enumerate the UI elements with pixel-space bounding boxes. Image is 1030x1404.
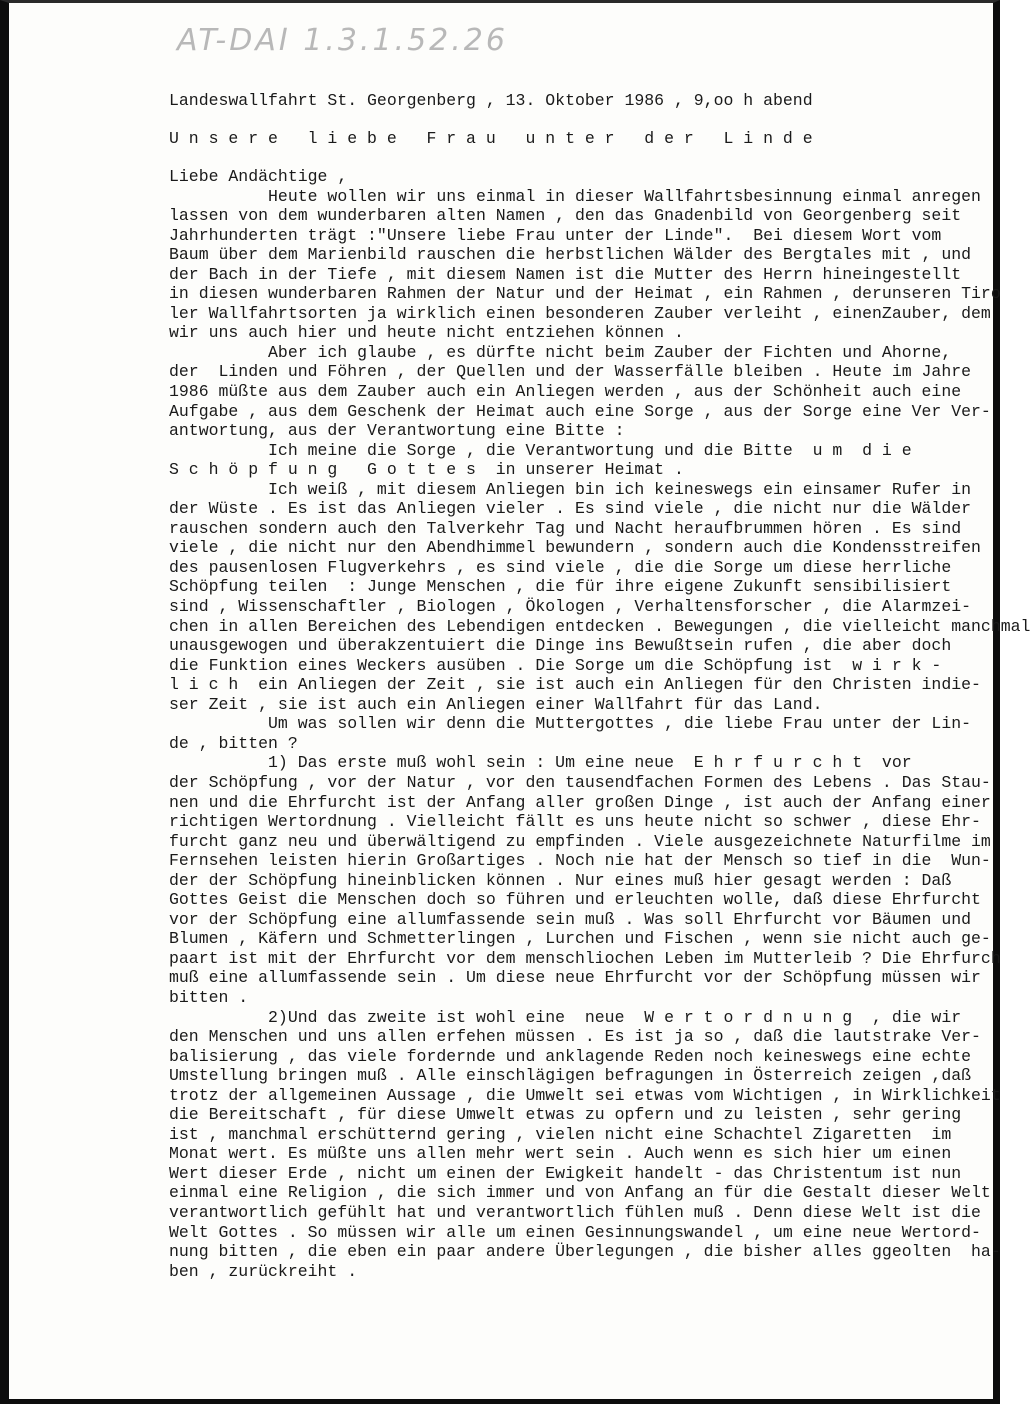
body-text-line: antwortung, aus der Verantwortung eine Bitte : [169,421,625,441]
body-text-line: Um was sollen wir denn die Muttergottes , die liebe Frau unter der Lin- [169,714,972,734]
body-text-line: S c h ö p f u n g G o t t e s in unserer Heimat . [169,460,684,480]
body-text-line: des pausenlosen Flugverkehrs , es sind viele , die die Sorge um diese herrliche [169,557,952,577]
body-text-line: ben , zurückreiht . [169,1261,358,1281]
body-text-line: l i c h ein Anliegen der Zeit , sie ist auch ein Anliegen für den Christen indie- [169,675,981,695]
body-text-line: bitten . [169,987,249,1007]
body-text-line: die Bereitschaft , für diese Umwelt etwas zu opfern und zu leisten , sehr gering [169,1105,962,1125]
body-text-line: nung bitten , die eben ein paar andere Überlegungen , die bisher alles ggeolten ha- [169,1242,1001,1262]
body-text-line: ler Wallfahrtsorten ja wirklich einen besonderen Zauber verleiht , einenZauber, dem [169,303,991,323]
body-text-line: den Menschen und uns allen erfehen müssen . Es ist ja so , daß die lautstrake Ver- [169,1027,981,1047]
body-text-line: der Schöpfung , vor der Natur , vor den tausendfachen Formen des Lebens . Das Stau- [169,772,991,792]
body-text-line: ser Zeit , sie ist auch ein Anliegen einer Wallfahrt für das Land. [169,694,823,714]
body-text-line: de , bitten ? [169,733,298,753]
body-text-line: einmal eine Religion , die sich immer und von Anfang an für die Gestalt dieser Welt [169,1183,991,1203]
body-text-line: wir uns auch hier und heute nicht entziehen können . [169,323,684,343]
body-text-line: Fernsehen leisten hierin Großartiges . Noch nie hat der Mensch so tief in die Wun- [169,851,991,871]
body-text-line: paart ist mit der Ehrfurcht vor dem menschliochen Leben im Mutterleib ? Die Ehrfurch [169,948,1001,968]
body-text-line: in diesen wunderbaren Rahmen der Natur und der Heimat , ein Rahmen , derunseren Tiro [169,284,1001,304]
body-text-line: Aufgabe , aus dem Geschenk der Heimat auch eine Sorge , aus der Sorge eine Ver Ver- [169,401,991,421]
body-text-line: die Funktion eines Weckers ausüben . Die Sorge um die Schöpfung ist w i r k - [169,655,942,675]
body-text-line: der der Schöpfung hineinblicken können . Nur eines muß hier gesagt werden : Daß [169,870,952,890]
body-text-line: der Wüste . Es ist das Anliegen vieler . Es sind viele , die nicht nur die Wälder [169,499,972,519]
body-text-line: furcht ganz neu und überwältigend zu empfinden . Viele ausgezeichnete Naturfilme im [169,831,991,851]
body-text-line: der Bach in der Tiefe , mit diesem Namen ist die Mutter des Herrn hineingestellt [169,264,962,284]
body-text-line: Ich weiß , mit diesem Anliegen bin ich keineswegs ein einsamer Rufer in [169,479,972,499]
body-text-line: nen und die Ehrfurcht ist der Anfang aller großen Dinge , ist auch der Anfang einer [169,792,991,812]
body-text-line: sind , Wissenschaftler , Biologen , Ökologen , Verhaltensforscher , die Alarmzei- [169,597,972,617]
body-text-line: Schöpfung teilen : Junge Menschen , die für ihre eigene Zukunft sensibilisiert [169,577,952,597]
body-text-line: Monat wert. Es müßte uns allen mehr wert sein . Auch wenn es sich hier um einen [169,1144,952,1164]
body-text-line: Umstellung bringen muß . Alle einschlägigen befragungen in Österreich zeigen ,daß [169,1066,972,1086]
body-text-line: richtigen Wertordnung . Vielleicht fällt es uns heute nicht so schwer , diese Ehr- [169,812,981,832]
body-text-line: Heute wollen wir uns einmal in dieser Wallfahrtsbesinnung einmal anregen [169,186,981,206]
body-text-line: Aber ich glaube , es dürfte nicht beim Zauber der Fichten und Ahorne, [169,342,952,362]
body-text-line: Liebe Andächtige , [169,167,348,186]
body-text-line: verantwortlich gefühlt hat und verantwortlich fühlen muß . Denn diese Welt ist die [169,1202,981,1222]
body-text-line: unausgewogen und überakzentuiert die Dinge ins Bewußtsein rufen , die aber doch [169,636,952,656]
archive-signature: AT-DAI 1.3.1.52.26 [177,23,508,58]
body-text-line: Ich meine die Sorge , die Verantwortung und die Bitte u m d i e [169,440,912,460]
body-text-line: muß eine allumfassende sein . Um diese neue Ehrfurcht vor der Schöpfung müssen wir [169,968,981,988]
body-text-line: 2)Und das zweite ist wohl eine neue W e r t o r d n u n g , die wir [169,1007,962,1027]
body-text-line: Jahrhunderten trägt :"Unsere liebe Frau unter der Linde". Bei diesem Wort vom [169,225,942,245]
body-text-line: 1) Das erste muß wohl sein : Um eine neue E h r f u r c h t vor [169,753,912,773]
body-text-line: balisierung , das viele fordernde und anklagende Reden noch keineswegs eine echte [169,1046,972,1066]
body-text-line: Gottes Geist die Menschen doch so führen und erleuchten wolle, daß diese Ehrfurcht [169,890,981,910]
document-body [169,167,1030,1281]
body-text-line: Welt Gottes . So müssen wir alle um einen Gesinnungswandel , um eine neue Wertord- [169,1222,981,1242]
body-text-line: rauschen sondern auch den Talverkehr Tag und Nacht heraufbrummen hören . Es sind [169,518,962,538]
body-text-line: Blumen , Käfern und Schmetterlingen , Lurchen und Fischen , wenn sie nicht auch ge- [169,929,991,949]
body-text-line: 1986 müßte aus dem Zauber auch ein Anliegen werden , aus der Schönheit auch eine [169,382,962,402]
body-text-line: trotz der allgemeinen Aussage , die Umwelt sei etwas vom Wichtigen , in Wirklichkeit [169,1085,1001,1105]
document-header-line: Landeswallfahrt St. Georgenberg , 13. Oktober 1986 , 9,oo h abend [169,91,813,110]
body-text-line: ist , manchmal erschütternd gering , vielen nicht eine Schachtel Zigaretten im [169,1124,952,1144]
document-title: U n s e r e l i e b e F r a u u n t e r d e r L i n d e [169,129,813,148]
line-continuation: mal [1000,616,1030,636]
body-text-line: lassen von dem wunderbaren alten Namen , den das Gnadenbild von Georgenberg seit [169,206,962,226]
body-text-line: Wert dieser Erde , nicht um einen der Ewigkeit handelt - das Christentum ist nun [169,1163,962,1183]
body-text-line: Baum über dem Marienbild rauschen die herbstlichen Wälder des Bergtales mit , und [169,245,972,265]
body-text-line: viele , die nicht nur den Abendhimmel bewundern , sondern auch die Kondensstreifen [169,538,981,558]
body-text-line: der Linden und Föhren , der Quellen und der Wasserfälle bleiben . Heute im Jahre [169,362,972,382]
body-text-line: vor der Schöpfung eine allumfassende sein muß . Was soll Ehrfurcht vor Bäumen und [169,909,972,929]
body-text-line: chen in allen Bereichen des Lebendigen entdecken . Bewegungen , die vielleicht manchmal [169,616,1030,636]
